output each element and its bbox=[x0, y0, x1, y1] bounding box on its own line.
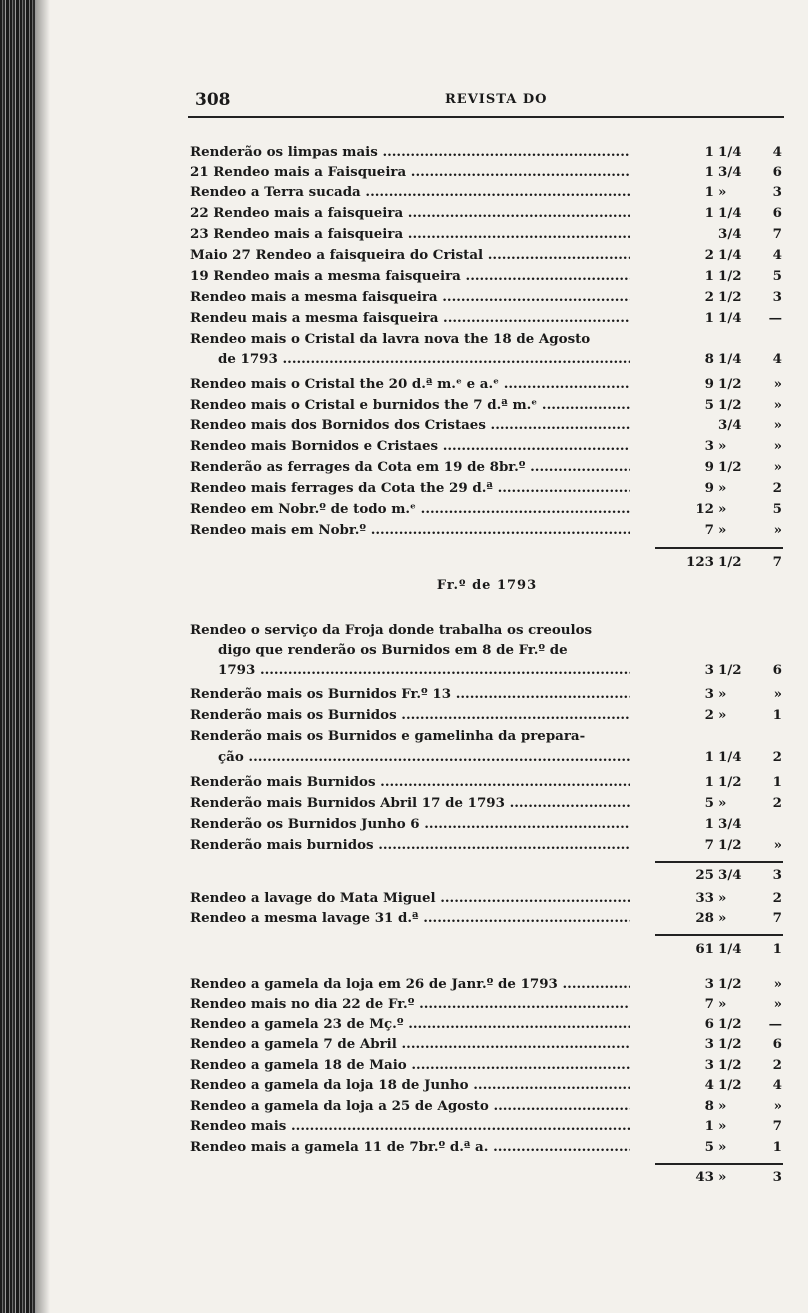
ledger-row: 19 Rendeo mais a mesma faisqueira ..... 1 1/2 5 bbox=[190, 267, 784, 286]
ledger-row: ção ..... 1 1/4 2 bbox=[218, 748, 784, 767]
ledger-row: Maio 27 Rendeo a faisqueira do Cristal ..... 2 1/4 4 bbox=[190, 246, 784, 265]
gutter-shadow bbox=[36, 0, 50, 1313]
ledger-row: Renderão mais Burnidos ..... 1 1/2 1 bbox=[190, 773, 784, 792]
ledger-row: Rendeo a gamela 23 de Mç.º ..... 6 1/2 — bbox=[190, 1015, 784, 1034]
ledger-row-text: Rendeo mais o Cristal da lavra nova the 18 de Agosto bbox=[190, 331, 591, 347]
header-rule bbox=[188, 116, 784, 118]
ledger-row: Renderão os limpas mais ..... 1 1/4 4 bbox=[190, 143, 784, 162]
ledger-row: Rendeo em Nobr.º de todo m.ᵉ ..... 12 » 5 bbox=[190, 500, 784, 519]
ledger-total-row: 123 1/2 7 bbox=[686, 554, 782, 570]
ledger-row: Renderão mais burnidos ..... 7 1/2 » bbox=[190, 836, 784, 855]
ledger-row: Rendeo mais dos Bornidos dos Cristaes ..... 3/4 » bbox=[190, 416, 784, 435]
ledger-row: 1793 ..... 3 1/2 6 bbox=[218, 661, 784, 680]
ledger-row-text: Renderão mais os Burnidos e gamelinha da prepara- bbox=[190, 728, 586, 744]
ledger-row: Rendeo mais a gamela 11 de 7br.º d.ª a. ..... 5 » 1 bbox=[190, 1138, 784, 1157]
ledger-row: Rendeo mais em Nobr.º ..... 7 » » bbox=[190, 521, 784, 540]
running-head: REVISTA DO bbox=[445, 92, 548, 107]
ledger-row: 23 Rendeo mais a faisqueira ..... 3/4 7 bbox=[190, 225, 784, 244]
ledger-row: Renderão mais os Burnidos Fr.º 13 ..... 3 » » bbox=[190, 685, 784, 704]
ledger-row: de 1793 ..... 8 1/4 4 bbox=[218, 350, 784, 369]
ledger-row: Rendeo a lavage do Mata Miguel ..... 33 » 2 bbox=[190, 889, 784, 908]
ledger-row: Rendeo mais o Cristal the 20 d.ª m.ᵉ e a.ᵉ ..... 9 1/2 » bbox=[190, 375, 784, 394]
ledger-row: Renderão mais os Burnidos ..... 2 » 1 bbox=[190, 706, 784, 725]
sum-rule bbox=[655, 1163, 783, 1165]
ledger-total-row: 25 3/4 3 bbox=[695, 867, 782, 883]
ledger-row: Rendeo a gamela da loja em 26 de Janr.º de 1793 ..... 3 1/2 » bbox=[190, 975, 784, 994]
ledger-row: Renderão mais Burnidos Abril 17 de 1793 ..... 5 » 2 bbox=[190, 794, 784, 813]
ledger-row: Rendeo mais no dia 22 de Fr.º ..... 7 » » bbox=[190, 995, 784, 1014]
ledger-row: Rendeo a Terra sucada ..... 1 » 3 bbox=[190, 183, 784, 202]
ledger-row: Rendeo mais ferrages da Cota the 29 d.ª ..... 9 » 2 bbox=[190, 479, 784, 498]
ledger-row: Renderão os Burnidos Junho 6 ..... 1 3/4 bbox=[190, 815, 784, 834]
sum-rule bbox=[655, 934, 783, 936]
ledger-row: 22 Rendeo mais a faisqueira ..... 1 1/4 6 bbox=[190, 204, 784, 223]
book-spine-shadow bbox=[0, 0, 36, 1313]
ledger-row: Rendeo mais Bornidos e Cristaes ..... 3 » » bbox=[190, 437, 784, 456]
ledger-total-row: 61 1/4 1 bbox=[695, 941, 782, 957]
ledger-row-text: digo que renderão os Burnidos em 8 de Fr.º de bbox=[218, 642, 568, 658]
ledger-row: Renderão as ferrages da Cota em 19 de 8br.º ..... 9 1/2 » bbox=[190, 458, 784, 477]
section-heading: Fr.º de 1793 bbox=[436, 578, 538, 593]
ledger-row: Rendeo a gamela 18 de Maio ..... 3 1/2 2 bbox=[190, 1056, 784, 1075]
ledger-row: Rendeo mais ..... 1 » 7 bbox=[190, 1117, 784, 1136]
sum-rule bbox=[655, 547, 783, 549]
ledger-row: Rendeo a gamela da loja 18 de Junho ..... 4 1/2 4 bbox=[190, 1076, 784, 1095]
ledger-row: Rendeu mais a mesma faisqueira ..... 1 1/4 — bbox=[190, 309, 784, 328]
ledger-total-row: 43 » 3 bbox=[695, 1169, 782, 1185]
ledger-row: Rendeo a gamela da loja a 25 de Agosto ..... 8 » » bbox=[190, 1097, 784, 1116]
ledger-row: Rendeo a mesma lavage 31 d.ª ..... 28 » 7 bbox=[190, 909, 784, 928]
ledger-row: Rendeo mais a mesma faisqueira ..... 2 1/2 3 bbox=[190, 288, 784, 307]
ledger-row: 21 Rendeo mais a Faisqueira ..... 1 3/4 6 bbox=[190, 163, 784, 182]
page-number: 308 bbox=[195, 90, 231, 110]
sum-rule bbox=[655, 861, 783, 863]
ledger-row: Rendeo mais o Cristal e burnidos the 7 d.ª m.ᵉ ..... 5 1/2 » bbox=[190, 396, 784, 415]
ledger-row: Rendeo a gamela 7 de Abril ..... 3 1/2 6 bbox=[190, 1035, 784, 1054]
ledger-row-text: Rendeo o serviço da Froja donde trabalha os creoulos bbox=[190, 622, 593, 638]
